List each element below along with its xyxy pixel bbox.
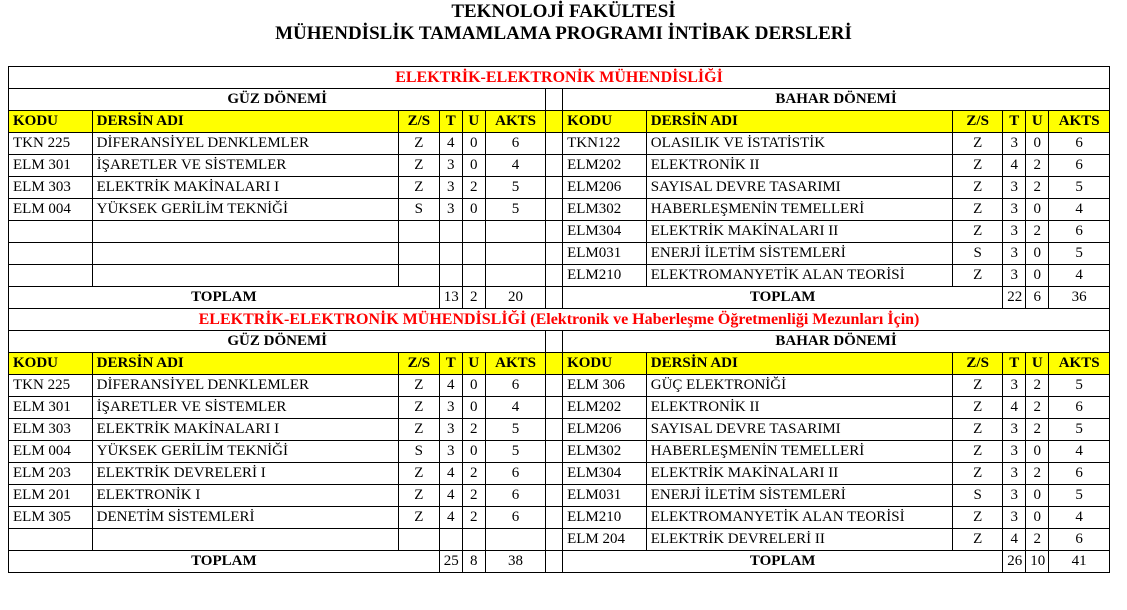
section-title-row xyxy=(9,67,1110,89)
column-header-t: T xyxy=(439,111,462,133)
course-u: 2 xyxy=(1026,463,1049,485)
column-header-kodu: KODU xyxy=(9,353,93,375)
course-u: 0 xyxy=(462,441,485,463)
total-t: 26 xyxy=(1003,551,1026,573)
column-header-ders: DERSİN ADI xyxy=(646,111,952,133)
column-header-kodu: KODU xyxy=(9,111,93,133)
spacer-cell xyxy=(546,199,563,221)
course-akts: 6 xyxy=(1049,155,1110,177)
course-t: 3 xyxy=(1003,177,1026,199)
course-akts: 6 xyxy=(1049,463,1110,485)
course-ders: ELEKTROMANYETİK ALAN TEORİSİ xyxy=(646,507,952,529)
spacer-cell xyxy=(546,243,563,265)
spacer-cell xyxy=(546,441,563,463)
section-title-row xyxy=(9,309,1110,331)
spacer-cell xyxy=(546,507,563,529)
course-u xyxy=(462,265,485,287)
course-kodu: ELM 303 xyxy=(9,177,93,199)
column-header-ders: DERSİN ADI xyxy=(92,111,398,133)
course-zs xyxy=(398,221,439,243)
course-ders xyxy=(92,221,398,243)
column-header-akts: AKTS xyxy=(485,111,546,133)
course-akts: 6 xyxy=(1049,221,1110,243)
course-kodu xyxy=(9,221,93,243)
column-header-zs: Z/S xyxy=(953,353,1003,375)
course-kodu: ELM202 xyxy=(563,397,647,419)
table-row xyxy=(9,463,1110,485)
course-zs: Z xyxy=(398,155,439,177)
course-ders: SAYISAL DEVRE TASARIMI xyxy=(646,419,952,441)
course-kodu: TKN 225 xyxy=(9,133,93,155)
course-ders: OLASILIK VE İSTATİSTİK xyxy=(646,133,952,155)
table-row xyxy=(9,375,1110,397)
spacer-cell xyxy=(546,133,563,155)
column-header-u: U xyxy=(1026,353,1049,375)
course-akts xyxy=(485,265,546,287)
table-row xyxy=(9,441,1110,463)
total-label: TOPLAM xyxy=(563,551,1003,573)
course-u: 2 xyxy=(1026,397,1049,419)
total-label: TOPLAM xyxy=(9,287,440,309)
course-kodu xyxy=(9,243,93,265)
spacer-cell xyxy=(546,221,563,243)
course-zs xyxy=(398,529,439,551)
column-header-akts: AKTS xyxy=(1049,111,1110,133)
course-zs: Z xyxy=(398,463,439,485)
course-zs: Z xyxy=(398,507,439,529)
total-akts: 41 xyxy=(1049,551,1110,573)
course-t: 4 xyxy=(439,507,462,529)
semester-label-row xyxy=(9,89,1110,111)
total-t: 22 xyxy=(1003,287,1026,309)
course-t: 4 xyxy=(439,375,462,397)
course-akts: 6 xyxy=(485,375,546,397)
course-zs: S xyxy=(398,441,439,463)
spacer-cell xyxy=(546,287,563,309)
course-u: 2 xyxy=(1026,419,1049,441)
course-akts: 4 xyxy=(1049,265,1110,287)
course-kodu: ELM031 xyxy=(563,485,647,507)
course-akts xyxy=(485,221,546,243)
course-ders: ELEKTRİK DEVRELERİ II xyxy=(646,529,952,551)
total-akts: 36 xyxy=(1049,287,1110,309)
course-kodu: ELM302 xyxy=(563,199,647,221)
total-row xyxy=(9,287,1110,309)
course-ders: DİFERANSİYEL DENKLEMLER xyxy=(92,375,398,397)
courses-table xyxy=(8,66,1110,573)
course-u: 2 xyxy=(1026,177,1049,199)
column-header-kodu: KODU xyxy=(563,353,647,375)
course-zs: Z xyxy=(953,177,1003,199)
spacer-cell xyxy=(546,375,563,397)
total-label: TOPLAM xyxy=(9,551,440,573)
spacer-cell xyxy=(546,551,563,573)
column-header-zs: Z/S xyxy=(398,353,439,375)
course-t: 4 xyxy=(439,485,462,507)
table-row xyxy=(9,133,1110,155)
course-u: 2 xyxy=(462,419,485,441)
course-akts: 6 xyxy=(1049,397,1110,419)
course-akts: 6 xyxy=(485,463,546,485)
course-akts: 4 xyxy=(1049,199,1110,221)
faculty-title: TEKNOLOJİ FAKÜLTESİ xyxy=(451,1,676,22)
course-t: 3 xyxy=(1003,419,1026,441)
course-zs: Z xyxy=(398,375,439,397)
course-ders: DİFERANSİYEL DENKLEMLER xyxy=(92,133,398,155)
course-t: 3 xyxy=(1003,463,1026,485)
course-zs: S xyxy=(398,199,439,221)
column-header-t: T xyxy=(439,353,462,375)
column-header-t: T xyxy=(1003,353,1026,375)
column-header-akts: AKTS xyxy=(485,353,546,375)
course-t: 3 xyxy=(1003,243,1026,265)
course-akts xyxy=(485,243,546,265)
course-zs: S xyxy=(953,485,1003,507)
course-ders: ENERJİ İLETİM SİSTEMLERİ xyxy=(646,243,952,265)
course-zs: Z xyxy=(953,375,1003,397)
course-zs: Z xyxy=(953,265,1003,287)
course-t xyxy=(439,265,462,287)
column-header-u: U xyxy=(1026,111,1049,133)
course-zs: Z xyxy=(398,419,439,441)
fall-semester-label: GÜZ DÖNEMİ xyxy=(9,89,546,111)
spacer-cell xyxy=(546,463,563,485)
table-row xyxy=(9,221,1110,243)
course-u: 2 xyxy=(462,463,485,485)
course-ders: ELEKTRONİK I xyxy=(92,485,398,507)
spring-semester-label: BAHAR DÖNEMİ xyxy=(563,89,1110,111)
spacer-cell xyxy=(546,177,563,199)
spacer-cell xyxy=(546,331,563,353)
course-ders: ELEKTRİK MAKİNALARI II xyxy=(646,463,952,485)
course-t: 3 xyxy=(1003,133,1026,155)
course-kodu: ELM 004 xyxy=(9,199,93,221)
section-title: ELEKTRİK-ELEKTRONİK MÜHENDİSLİĞİ xyxy=(9,67,1110,89)
course-zs: Z xyxy=(953,419,1003,441)
course-akts: 5 xyxy=(485,199,546,221)
course-u: 0 xyxy=(462,155,485,177)
course-kodu: ELM304 xyxy=(563,221,647,243)
total-t: 25 xyxy=(439,551,462,573)
course-akts: 5 xyxy=(485,441,546,463)
course-zs: Z xyxy=(398,177,439,199)
course-akts: 5 xyxy=(1049,243,1110,265)
course-kodu: ELM 203 xyxy=(9,463,93,485)
course-kodu: ELM 303 xyxy=(9,419,93,441)
course-kodu: ELM302 xyxy=(563,441,647,463)
course-u: 0 xyxy=(462,133,485,155)
column-header-u: U xyxy=(462,111,485,133)
course-u xyxy=(462,221,485,243)
course-zs: Z xyxy=(953,133,1003,155)
course-ders: YÜKSEK GERİLİM TEKNİĞİ xyxy=(92,441,398,463)
course-t xyxy=(439,243,462,265)
course-t: 3 xyxy=(1003,441,1026,463)
course-kodu: TKN 225 xyxy=(9,375,93,397)
course-t: 3 xyxy=(1003,485,1026,507)
spacer-cell xyxy=(546,419,563,441)
course-ders: HABERLEŞMENİN TEMELLERİ xyxy=(646,441,952,463)
course-u: 2 xyxy=(1026,375,1049,397)
course-zs: Z xyxy=(398,133,439,155)
course-ders: ELEKTRONİK II xyxy=(646,397,952,419)
column-header-t: T xyxy=(1003,111,1026,133)
course-akts: 5 xyxy=(485,177,546,199)
course-kodu: ELM202 xyxy=(563,155,647,177)
course-t: 3 xyxy=(439,441,462,463)
course-akts: 4 xyxy=(1049,507,1110,529)
table-row xyxy=(9,177,1110,199)
course-ders: ENERJİ İLETİM SİSTEMLERİ xyxy=(646,485,952,507)
course-zs: Z xyxy=(953,199,1003,221)
total-label: TOPLAM xyxy=(563,287,1003,309)
course-zs: Z xyxy=(953,441,1003,463)
course-kodu: TKN122 xyxy=(563,133,647,155)
table-row xyxy=(9,529,1110,551)
total-t: 13 xyxy=(439,287,462,309)
course-t: 4 xyxy=(439,133,462,155)
course-t: 3 xyxy=(1003,199,1026,221)
course-zs: Z xyxy=(398,397,439,419)
table-row xyxy=(9,485,1110,507)
course-kodu: ELM 301 xyxy=(9,397,93,419)
course-kodu: ELM210 xyxy=(563,265,647,287)
course-zs: Z xyxy=(953,221,1003,243)
course-zs: Z xyxy=(953,155,1003,177)
course-t: 4 xyxy=(1003,397,1026,419)
course-akts: 4 xyxy=(1049,441,1110,463)
course-u: 0 xyxy=(1026,485,1049,507)
course-akts: 6 xyxy=(485,133,546,155)
total-akts: 20 xyxy=(485,287,546,309)
course-kodu: ELM210 xyxy=(563,507,647,529)
course-akts: 6 xyxy=(1049,133,1110,155)
course-kodu: ELM031 xyxy=(563,243,647,265)
course-u: 2 xyxy=(1026,155,1049,177)
column-header-row xyxy=(9,353,1110,375)
course-zs: Z xyxy=(953,397,1003,419)
table-row xyxy=(9,199,1110,221)
course-ders: HABERLEŞMENİN TEMELLERİ xyxy=(646,199,952,221)
course-zs xyxy=(398,243,439,265)
column-header-zs: Z/S xyxy=(398,111,439,133)
course-ders: İŞARETLER VE SİSTEMLER xyxy=(92,397,398,419)
total-u: 8 xyxy=(462,551,485,573)
course-ders: YÜKSEK GERİLİM TEKNİĞİ xyxy=(92,199,398,221)
course-akts xyxy=(485,529,546,551)
course-u xyxy=(462,243,485,265)
spacer-cell xyxy=(546,397,563,419)
course-akts: 5 xyxy=(1049,375,1110,397)
course-zs: Z xyxy=(953,507,1003,529)
course-t: 3 xyxy=(439,419,462,441)
spacer-cell xyxy=(546,155,563,177)
course-ders: ELEKTRİK MAKİNALARI II xyxy=(646,221,952,243)
course-t: 3 xyxy=(1003,507,1026,529)
course-akts: 4 xyxy=(485,397,546,419)
course-zs: Z xyxy=(398,485,439,507)
column-header-kodu: KODU xyxy=(563,111,647,133)
course-t: 3 xyxy=(439,177,462,199)
total-u: 6 xyxy=(1026,287,1049,309)
course-ders: DENETİM SİSTEMLERİ xyxy=(92,507,398,529)
table-row xyxy=(9,419,1110,441)
course-kodu: ELM 004 xyxy=(9,441,93,463)
column-header-ders: DERSİN ADI xyxy=(646,353,952,375)
table-row xyxy=(9,243,1110,265)
spacer-cell xyxy=(546,353,563,375)
course-kodu: ELM 201 xyxy=(9,485,93,507)
course-t: 4 xyxy=(439,463,462,485)
course-kodu: ELM304 xyxy=(563,463,647,485)
spacer-cell xyxy=(546,529,563,551)
course-ders: ELEKTROMANYETİK ALAN TEORİSİ xyxy=(646,265,952,287)
course-akts: 5 xyxy=(1049,177,1110,199)
course-ders: ELEKTRİK MAKİNALARI I xyxy=(92,419,398,441)
course-zs: Z xyxy=(953,463,1003,485)
course-u: 0 xyxy=(1026,265,1049,287)
course-t: 3 xyxy=(439,397,462,419)
course-ders: ELEKTRİK MAKİNALARI I xyxy=(92,177,398,199)
course-ders: GÜÇ ELEKTRONİĞİ xyxy=(646,375,952,397)
course-akts: 4 xyxy=(485,155,546,177)
course-akts: 6 xyxy=(1049,529,1110,551)
course-u: 2 xyxy=(462,507,485,529)
course-u: 0 xyxy=(1026,243,1049,265)
course-u: 0 xyxy=(1026,133,1049,155)
table-row xyxy=(9,155,1110,177)
course-kodu xyxy=(9,265,93,287)
course-kodu: ELM206 xyxy=(563,177,647,199)
document-title: MÜHENDİSLİK TAMAMLAMA PROGRAMI İNTİBAK DERSLERİ xyxy=(275,23,852,44)
course-akts: 6 xyxy=(485,507,546,529)
course-u: 2 xyxy=(1026,529,1049,551)
spacer-cell xyxy=(546,89,563,111)
course-t xyxy=(439,221,462,243)
total-row xyxy=(9,551,1110,573)
course-t: 3 xyxy=(439,155,462,177)
table-row xyxy=(9,397,1110,419)
course-t: 4 xyxy=(1003,529,1026,551)
course-u: 0 xyxy=(462,199,485,221)
course-zs: S xyxy=(953,243,1003,265)
column-header-u: U xyxy=(462,353,485,375)
fall-semester-label: GÜZ DÖNEMİ xyxy=(9,331,546,353)
course-akts: 5 xyxy=(1049,485,1110,507)
spacer-cell xyxy=(546,485,563,507)
spring-semester-label: BAHAR DÖNEMİ xyxy=(563,331,1110,353)
course-u: 2 xyxy=(1026,221,1049,243)
table-row xyxy=(9,507,1110,529)
course-kodu: ELM 204 xyxy=(563,529,647,551)
semester-label-row xyxy=(9,331,1110,353)
course-t: 3 xyxy=(1003,265,1026,287)
total-akts: 38 xyxy=(485,551,546,573)
column-header-zs: Z/S xyxy=(953,111,1003,133)
course-zs xyxy=(398,265,439,287)
column-header-akts: AKTS xyxy=(1049,353,1110,375)
table-row xyxy=(9,265,1110,287)
course-u: 0 xyxy=(1026,199,1049,221)
course-t: 3 xyxy=(1003,221,1026,243)
section-title: ELEKTRİK-ELEKTRONİK MÜHENDİSLİĞİ (Elektronik ve Haberleşme Öğretmenliği Mezunları İçin) xyxy=(9,309,1110,331)
course-ders: SAYISAL DEVRE TASARIMI xyxy=(646,177,952,199)
course-t: 3 xyxy=(1003,375,1026,397)
course-u: 2 xyxy=(462,177,485,199)
course-kodu: ELM 301 xyxy=(9,155,93,177)
course-akts: 5 xyxy=(1049,419,1110,441)
course-t xyxy=(439,529,462,551)
total-u: 2 xyxy=(462,287,485,309)
course-kodu: ELM206 xyxy=(563,419,647,441)
course-ders: ELEKTRİK DEVRELERİ I xyxy=(92,463,398,485)
course-kodu: ELM 306 xyxy=(563,375,647,397)
course-u: 2 xyxy=(462,485,485,507)
course-u: 0 xyxy=(462,375,485,397)
course-ders xyxy=(92,529,398,551)
course-akts: 6 xyxy=(485,485,546,507)
course-u: 0 xyxy=(1026,507,1049,529)
course-u xyxy=(462,529,485,551)
spacer-cell xyxy=(546,111,563,133)
course-ders: ELEKTRONİK II xyxy=(646,155,952,177)
course-ders xyxy=(92,265,398,287)
course-u: 0 xyxy=(462,397,485,419)
course-u: 0 xyxy=(1026,441,1049,463)
course-t: 4 xyxy=(1003,155,1026,177)
column-header-row xyxy=(9,111,1110,133)
course-kodu: ELM 305 xyxy=(9,507,93,529)
course-akts: 5 xyxy=(485,419,546,441)
course-zs: Z xyxy=(953,529,1003,551)
course-kodu xyxy=(9,529,93,551)
spacer-cell xyxy=(546,265,563,287)
course-ders: İŞARETLER VE SİSTEMLER xyxy=(92,155,398,177)
column-header-ders: DERSİN ADI xyxy=(92,353,398,375)
course-t: 3 xyxy=(439,199,462,221)
course-ders xyxy=(92,243,398,265)
total-u: 10 xyxy=(1026,551,1049,573)
